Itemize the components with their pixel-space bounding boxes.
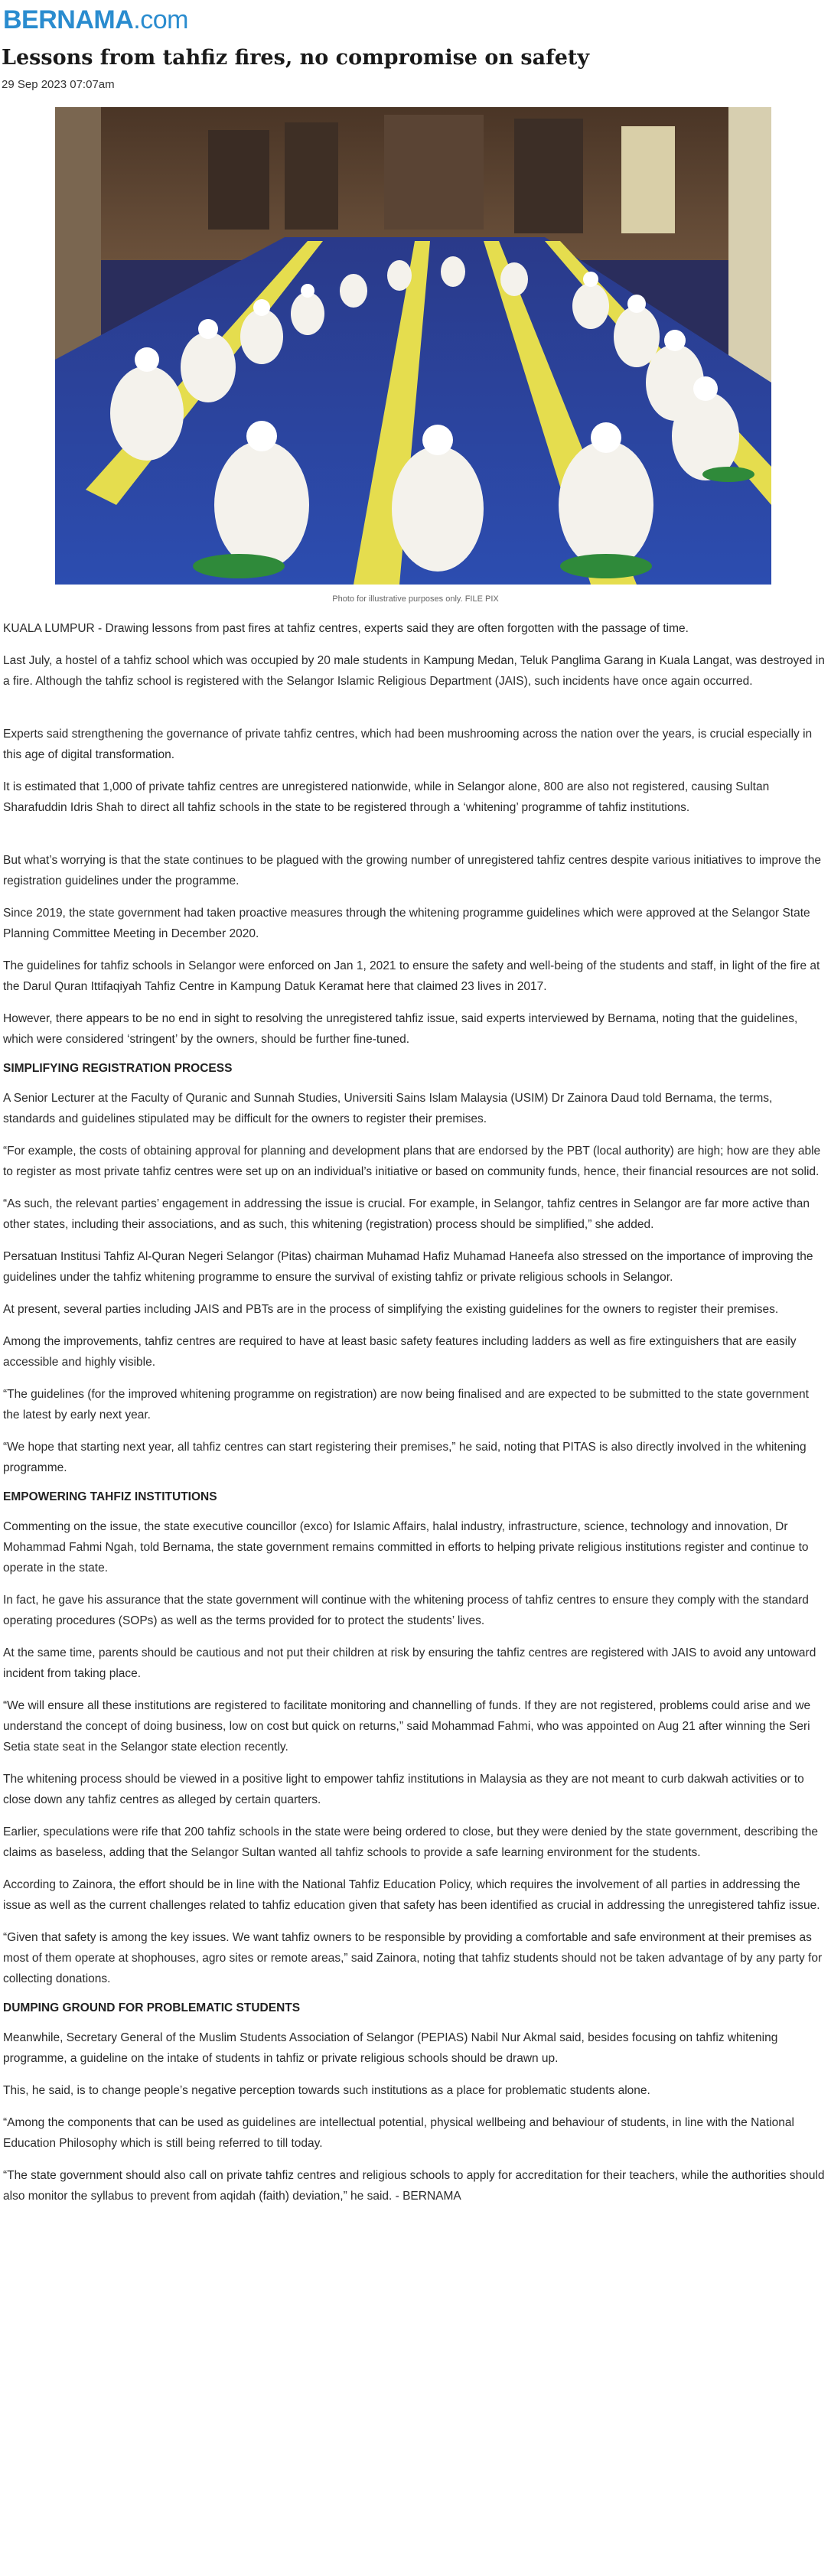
article-date: 29 Sep 2023 07:07am: [2, 78, 115, 91]
paragraph: The whitening process should be viewed in a positive light to empower tahfiz institutions in Malaysia as they are not meant to curb dakwah activities or to close down any tahfiz centres as alleged by certain quarters.: [3, 1773, 804, 1806]
paragraph: This, he said, is to change people’s negative perception towards such institutions as a place for problematic students alone.: [3, 2084, 650, 2097]
paragraph: “For example, the costs of obtaining approval for planning and development plans that are endorsed by the PBT (local authority) are high; how are they able to register as most private tahfiz centres were set up on an individual’s initiative or based on community funds, hence, their financial resources are not solid.: [3, 1145, 821, 1178]
paragraph: “Among the components that can be used as guidelines are intellectual potential, physical wellbeing and behaviour of students, in line with the National Education Philosophy which is still being referred to till today.: [3, 2116, 794, 2150]
article-body: [3, 618, 826, 2218]
paragraph: “The guidelines (for the improved whitening programme on registration) are now being finalised and are expected to be submitted to the state government the latest by early next year.: [3, 1388, 809, 1422]
paragraph: It is estimated that 1,000 of private tahfiz centres are unregistered nationwide, while in Selangor alone, 800 are also not registered, causing Sultan Sharafuddin Idris Shah to direct all tahfiz schools in the state to be registered through a ‘whitening’ programme of tahfiz institutions.: [3, 780, 770, 814]
paragraph: However, there appears to be no end in sight to resolving the unregistered tahfiz issue, said experts interviewed by Bernama, noting that the guidelines, which were considered ‘stringent’ by the owners, should be further fine-tuned.: [3, 1012, 798, 1046]
paragraph: “Given that safety is among the key issues. We want tahfiz owners to be responsible by providing a comfortable and safe environment at their premises as most of them operate at shophouses, agro sites or remote areas,” said Zainora, noting that tahfiz students should not be taken advantage of by any party for collecting donations.: [3, 1931, 823, 1985]
paragraph: “As such, the relevant parties’ engagement in addressing the issue is crucial. For example, in Selangor, tahfiz centres in Selangor are far more active than other states, including their associations, and as such, this whitening (registration) process should be simplified,” she added.: [3, 1197, 810, 1231]
paragraph: Last July, a hostel of a tahfiz school which was occupied by 20 male students in Kampung Medan, Teluk Panglima Garang in Kuala Langat, was destroyed in a fire. Although the tahfiz school is registered with the Selangor Islamic Religious Department (JAIS), such incidents have once again occurred.: [3, 654, 825, 688]
paragraph: At present, several parties including JAIS and PBTs are in the process of simplifying the existing guidelines for the owners to register their premises.: [3, 1303, 779, 1316]
paragraph: Commenting on the issue, the state executive councillor (exco) for Islamic Affairs, halal industry, infrastructure, science, technology and innovation, Dr Mohammad Fahmi Ngah, told Bernama, the state government remains committed in efforts to helping private religious institutions register and continue to operate in the state.: [3, 1520, 809, 1575]
paragraph: KUALA LUMPUR - Drawing lessons from past fires at tahfiz centres, experts said they are often forgotten with the passage of time.: [3, 622, 689, 635]
photo-illustration: [55, 107, 771, 585]
paragraph: According to Zainora, the effort should be in line with the National Tahfiz Education Policy, which requires the involvement of all parties in addressing the issue as well as the current challenges related to tahfiz education given that safety has been identified as crucial in addressing the unregistered tahfiz issue.: [3, 1878, 820, 1912]
paragraph: Since 2019, the state government had taken proactive measures through the whitening programme guidelines which were approved at the Selangor State Planning Committee Meeting in December 2020.: [3, 907, 810, 940]
section-heading: DUMPING GROUND FOR PROBLEMATIC STUDENTS: [3, 2001, 301, 2014]
paragraph: “We will ensure all these institutions are registered to facilitate monitoring and channelling of funds. If they are not registered, problems could arise and we understand the concept of doing business, low on cost but quick on returns,” said Mohammad Fahmi, who was appointed on Aug 21 after winning the Seri Setia state seat in the Selangor state election recently.: [3, 1699, 811, 1754]
paragraph: Among the improvements, tahfiz centres are required to have at least basic safety features including ladders as well as fire extinguishers that are easily accessible and highly visible.: [3, 1335, 797, 1369]
paragraph: Persatuan Institusi Tahfiz Al-Quran Negeri Selangor (Pitas) chairman Muhamad Hafiz Muhamad Haneefa also stressed on the importance of improving the guidelines under the tahfiz whitening programme to ensure the survival of existing tahfiz or private religious schools in Selangor.: [3, 1250, 813, 1284]
photo-caption: Photo for illustrative purposes only. FILE PIX: [332, 594, 499, 604]
site-logo[interactable]: BERNAMA.com: [3, 5, 188, 34]
section-heading: SIMPLIFYING REGISTRATION PROCESS: [3, 1062, 233, 1075]
paragraph: The guidelines for tahfiz schools in Selangor were enforced on Jan 1, 2021 to ensure the safety and well-being of the students and staff, in light of the fire at the Darul Quran Ittifaqiyah Tahfiz Centre in Kampung Datuk Keramat here that claimed 23 lives in 2017.: [3, 959, 820, 993]
article-title: Lessons from tahfiz fires, no compromise on safety: [2, 46, 590, 70]
paragraph: Meanwhile, Secretary General of the Muslim Students Association of Selangor (PEPIAS) Nabil Nur Akmal said, besides focusing on tahfiz whitening programme, a guideline on the intake of students in tahfiz or private religious schools should be drawn up.: [3, 2031, 778, 2065]
paragraph: “The state government should also call on private tahfiz centres and religious schools to apply for accreditation for their teachers, while the authorities should also monitor the syllabus to prevent from aqidah (faith) deviation,” he said. - BERNAMA: [3, 2169, 825, 2203]
paragraph: But what’s worrying is that the state continues to be plagued with the growing number of unregistered tahfiz centres despite various initiatives to improve the registration guidelines under the programme.: [3, 854, 821, 887]
paragraph: Earlier, speculations were rife that 200 tahfiz schools in the state were being ordered to close, but they were denied by the state government, describing the claims as baseless, adding that the Selangor Sultan wanted all tahfiz schools to provide a safe learning environment for the students.: [3, 1825, 818, 1859]
paragraph: At the same time, parents should be cautious and not put their children at risk by ensuring the tahfiz centres are registered with JAIS to avoid any untoward incident from taking place.: [3, 1646, 816, 1680]
paragraph: A Senior Lecturer at the Faculty of Quranic and Sunnah Studies, Universiti Sains Islam Malaysia (USIM) Dr Zainora Daud told Bernama, the terms, standards and guidelines stipulated may be difficult for the owners to register their premises.: [3, 1092, 773, 1125]
section-heading: EMPOWERING TAHFIZ INSTITUTIONS: [3, 1490, 217, 1503]
paragraph: “We hope that starting next year, all tahfiz centres can start registering their premises,” he said, noting that PITAS is also directly involved in the whitening programme.: [3, 1441, 807, 1474]
article-photo: [55, 107, 771, 585]
paragraph: Experts said strengthening the governance of private tahfiz centres, which had been mushrooming across the nation over the years, is crucial especially in this age of digital transformation.: [3, 728, 813, 761]
paragraph: In fact, he gave his assurance that the state government will continue with the whitening process of tahfiz centres to ensure they comply with the standard operating procedures (SOPs) as well as the terms provided for to protect the students’ lives.: [3, 1594, 809, 1627]
